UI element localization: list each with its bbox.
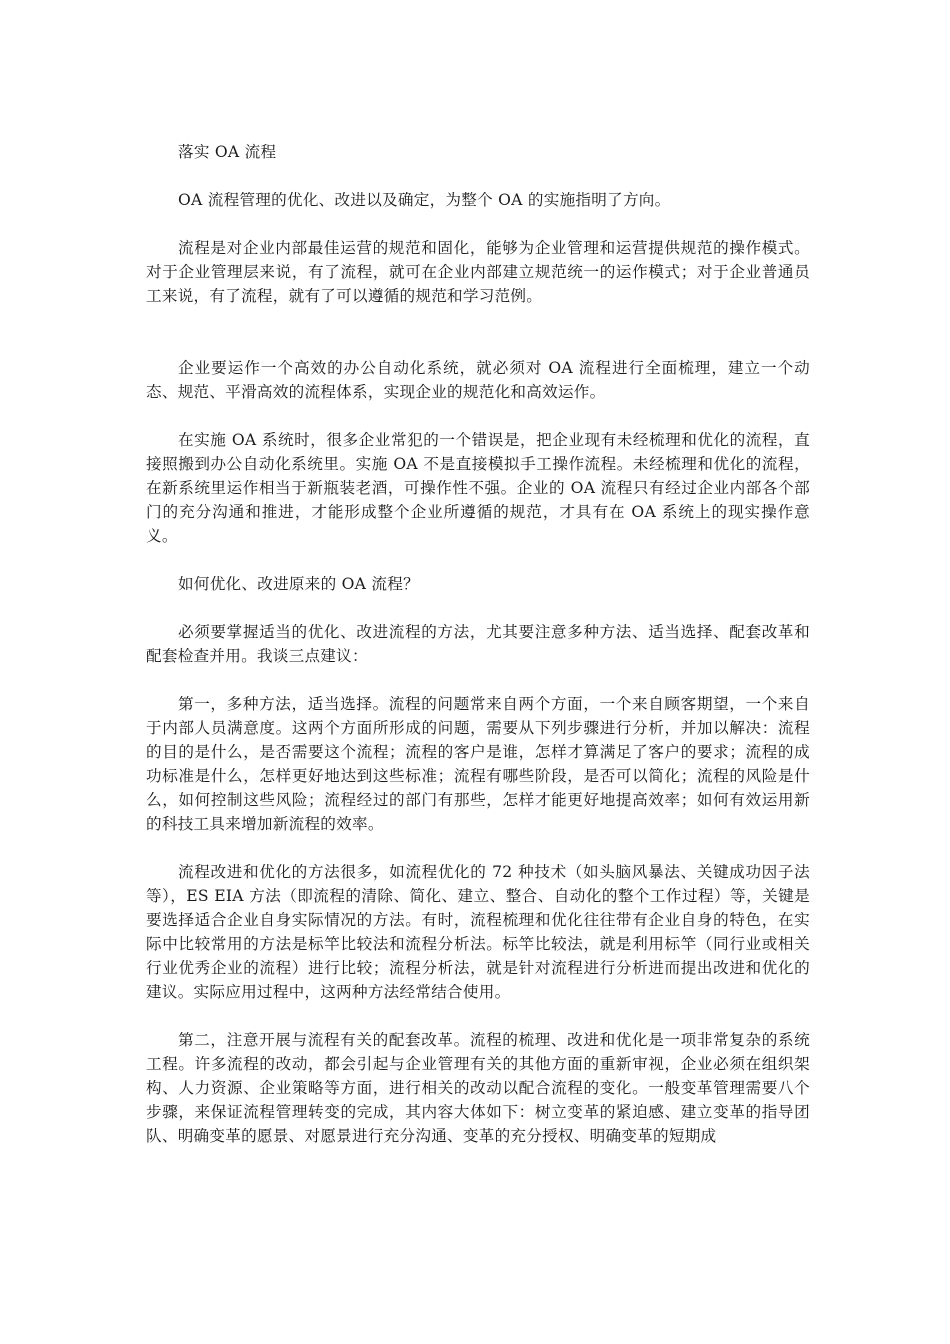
paragraph-second-suggestion: 第二，注意开展与流程有关的配套改革。流程的梳理、改进和优化是一项非常复杂的系统工程。许多流程的改动，都会引起与企业管理有关的其他方面的重新审视，企业必须在组织架构、人力资源、企业策略等方面，进行相关的改动以配合流程的变化。一般变革管理需要八个步骤，来保证流程管理转变的完成，其内容大体如下：树立变革的紧迫感、建立变革的指导团队、明确变革的愿景、对愿景进行充分沟通、变革的充分授权、明确变革的短期成	[146, 1031, 810, 1145]
paragraph-common-mistake: 在实施 OA 系统时，很多企业常犯的一个错误是，把企业现有未经梳理和优化的流程，直接照搬到办公自动化系统里。实施 OA 不是直接模拟手工操作流程。未经梳理和优化的流程，在新系统里运作相当于新瓶装老酒，可操作性不强。企业的 OA 流程只有经过企业内部各个部门的充分沟通和推进，才能形成整个企业所遵循的规范，才具有在 OA 系统上的现实操作意义。	[146, 431, 810, 545]
paragraph-efficient-system: 企业要运作一个高效的办公自动化系统，就必须对 OA 流程进行全面梳理，建立一个动态、规范、平滑高效的流程体系，实现企业的规范化和高效运作。	[146, 359, 810, 401]
paragraph-process-definition: 流程是对企业内部最佳运营的规范和固化，能够为企业管理和运营提供规范的操作模式。对于企业管理层来说，有了流程，就可在企业内部建立规范统一的运作模式；对于企业普通员工来说，有了流程，就有了可以遵循的规范和学习范例。	[146, 239, 810, 305]
section-question: 如何优化、改进原来的 OA 流程？	[178, 575, 419, 593]
document-body	[146, 140, 810, 1172]
paragraph-first-suggestion: 第一，多种方法，适当选择。流程的问题常来自两个方面，一个来自顾客期望，一个来自于内部人员满意度。这两个方面所形成的问题，需要从下列步骤进行分析，并加以解决：流程的目的是什么，是否需要这个流程；流程的客户是谁，怎样才算满足了客户的要求；流程的成功标准是什么，怎样更好地达到这些标准；流程有哪些阶段，是否可以简化；流程的风险是什么，如何控制这些风险；流程经过的部门有那些，怎样才能更好地提高效率；如何有效运用新的科技工具来增加新流程的效率。	[146, 695, 810, 833]
document-title: 落实 OA 流程	[178, 143, 277, 161]
paragraph-three-suggestions: 必须要掌握适当的优化、改进流程的方法，尤其要注意多种方法、适当选择、配套改革和配套检查并用。我谈三点建议：	[146, 623, 810, 665]
paragraph-oa-direction: OA 流程管理的优化、改进以及确定，为整个 OA 的实施指明了方向。	[178, 191, 671, 209]
paragraph-improvement-methods: 流程改进和优化的方法很多，如流程优化的 72 种技术（如头脑风暴法、关键成功因子法等），ES EIA 方法（即流程的清除、简化、建立、整合、自动化的整个工作过程）等，关键是要选择适合企业自身实际情况的方法。有时，流程梳理和优化往往带有企业自身的特色，在实际中比较常用的方法是标竿比较法和流程分析法。标竿比较法，就是利用标竿（同行业或相关行业优秀企业的流程）进行比较；流程分析法，就是针对流程进行分析进而提出改进和优化的建议。实际应用过程中，这两种方法经常结合使用。	[146, 863, 810, 1001]
